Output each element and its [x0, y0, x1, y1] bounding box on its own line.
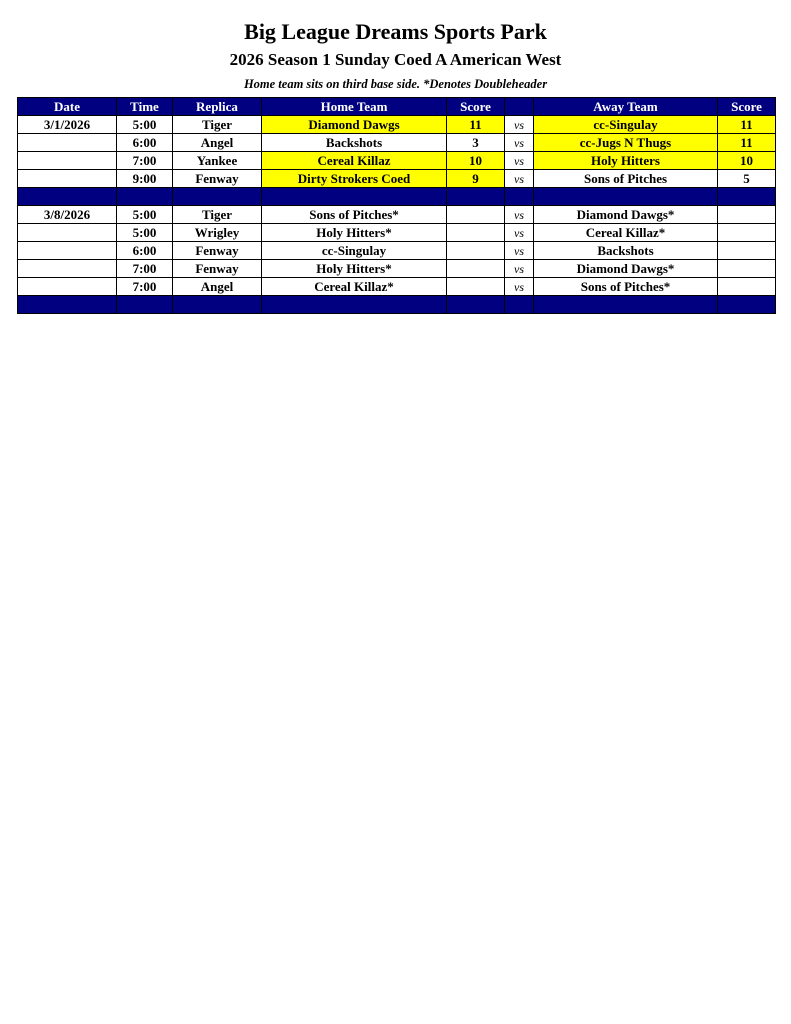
week-separator-row	[18, 188, 776, 206]
home-score: 10	[447, 152, 505, 170]
game-replica: Tiger	[173, 206, 262, 224]
away-score	[718, 278, 776, 296]
separator-cell	[18, 296, 117, 314]
home-score	[447, 260, 505, 278]
table-row	[18, 242, 776, 260]
game-time: 6:00	[117, 134, 173, 152]
separator-cell	[173, 188, 262, 206]
away-team: Sons of Pitches	[534, 170, 718, 188]
game-replica: Fenway	[173, 242, 262, 260]
game-time: 5:00	[117, 206, 173, 224]
game-time: 7:00	[117, 152, 173, 170]
game-time: 7:00	[117, 260, 173, 278]
col-vs-header	[505, 98, 534, 116]
table-row	[18, 134, 776, 152]
table-row	[18, 152, 776, 170]
game-date	[18, 170, 117, 188]
separator-cell	[117, 296, 173, 314]
game-date	[18, 242, 117, 260]
home-score: 11	[447, 116, 505, 134]
away-team: cc-Jugs N Thugs	[534, 134, 718, 152]
away-team: Cereal Killaz*	[534, 224, 718, 242]
game-time: 9:00	[117, 170, 173, 188]
separator-cell	[173, 296, 262, 314]
away-score	[718, 260, 776, 278]
vs-label: vs	[505, 278, 534, 296]
game-date	[18, 152, 117, 170]
game-date	[18, 224, 117, 242]
home-score	[447, 206, 505, 224]
separator-cell	[505, 188, 534, 206]
header-row	[18, 98, 776, 116]
game-replica: Fenway	[173, 260, 262, 278]
game-date	[18, 134, 117, 152]
home-score: 9	[447, 170, 505, 188]
home-score: 3	[447, 134, 505, 152]
vs-label: vs	[505, 134, 534, 152]
table-row	[18, 260, 776, 278]
home-score	[447, 224, 505, 242]
home-team: Backshots	[262, 134, 447, 152]
game-replica: Fenway	[173, 170, 262, 188]
separator-cell	[718, 188, 776, 206]
home-team: Holy Hitters*	[262, 260, 447, 278]
vs-label: vs	[505, 170, 534, 188]
home-score	[447, 242, 505, 260]
table-row	[18, 224, 776, 242]
col-away-score-header: Score	[718, 98, 776, 116]
table-row	[18, 206, 776, 224]
game-replica: Tiger	[173, 116, 262, 134]
schedule-note: Home team sits on third base side. *Denotes Doubleheader	[243, 77, 548, 91]
game-replica: Yankee	[173, 152, 262, 170]
col-home-team-header: Home Team	[262, 98, 447, 116]
away-team: Holy Hitters	[534, 152, 718, 170]
home-score	[447, 278, 505, 296]
vs-label: vs	[505, 206, 534, 224]
separator-cell	[718, 296, 776, 314]
separator-cell	[534, 296, 718, 314]
table-row	[18, 170, 776, 188]
home-team: Holy Hitters*	[262, 224, 447, 242]
week-separator-row	[18, 296, 776, 314]
home-team: Dirty Strokers Coed	[262, 170, 447, 188]
home-team: Cereal Killaz	[262, 152, 447, 170]
home-team: cc-Singulay	[262, 242, 447, 260]
vs-label: vs	[505, 242, 534, 260]
col-time-header: Time	[117, 98, 173, 116]
page-title: Big League Dreams Sports Park	[244, 19, 547, 44]
col-away-team-header: Away Team	[534, 98, 718, 116]
away-score: 5	[718, 170, 776, 188]
separator-cell	[534, 188, 718, 206]
vs-label: vs	[505, 152, 534, 170]
away-team: cc-Singulay	[534, 116, 718, 134]
away-score	[718, 224, 776, 242]
away-team: Diamond Dawgs*	[534, 260, 718, 278]
game-time: 6:00	[117, 242, 173, 260]
away-score	[718, 206, 776, 224]
table-row	[18, 116, 776, 134]
away-team: Backshots	[534, 242, 718, 260]
col-home-score-header: Score	[447, 98, 505, 116]
game-replica: Angel	[173, 134, 262, 152]
separator-cell	[18, 188, 117, 206]
game-time: 5:00	[117, 116, 173, 134]
game-date	[18, 260, 117, 278]
game-date: 3/1/2026	[18, 116, 117, 134]
away-score	[718, 242, 776, 260]
game-replica: Wrigley	[173, 224, 262, 242]
separator-cell	[505, 296, 534, 314]
vs-label: vs	[505, 260, 534, 278]
separator-cell	[447, 296, 505, 314]
away-team: Diamond Dawgs*	[534, 206, 718, 224]
separator-cell	[262, 188, 447, 206]
game-date	[18, 278, 117, 296]
away-team: Sons of Pitches*	[534, 278, 718, 296]
game-date: 3/8/2026	[18, 206, 117, 224]
home-team: Cereal Killaz*	[262, 278, 447, 296]
separator-cell	[447, 188, 505, 206]
home-team: Diamond Dawgs	[262, 116, 447, 134]
schedule-table	[17, 97, 776, 314]
separator-cell	[117, 188, 173, 206]
game-time: 7:00	[117, 278, 173, 296]
away-score: 11	[718, 134, 776, 152]
game-replica: Angel	[173, 278, 262, 296]
schedule-body	[18, 116, 776, 314]
away-score: 11	[718, 116, 776, 134]
home-team: Sons of Pitches*	[262, 206, 447, 224]
table-row	[18, 278, 776, 296]
away-score: 10	[718, 152, 776, 170]
vs-label: vs	[505, 224, 534, 242]
col-replica-header: Replica	[173, 98, 262, 116]
page-subtitle: 2026 Season 1 Sunday Coed A American West	[229, 50, 562, 69]
vs-label: vs	[505, 116, 534, 134]
separator-cell	[262, 296, 447, 314]
col-date-header: Date	[18, 98, 117, 116]
game-time: 5:00	[117, 224, 173, 242]
